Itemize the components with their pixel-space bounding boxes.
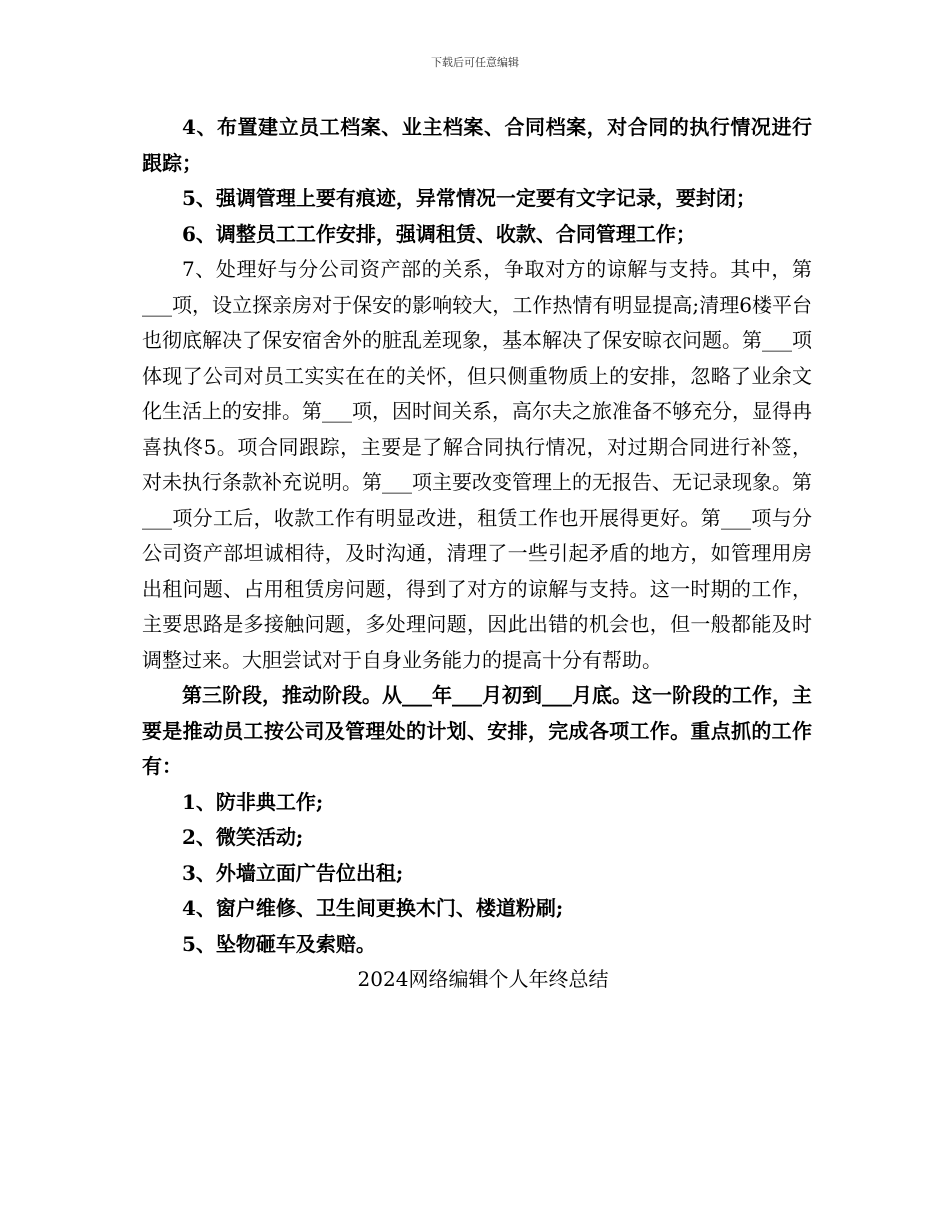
paragraph-item-7-relations: 7、处理好与分公司资产部的关系，争取对方的谅解与支持。其中，第___项，设立探亲房对于保安的影响较大，工作热情有明显提高;清理6楼平台也彻底解决了保安宿舍外的脏乱差现象，基本解决了保安晾衣问题。第___项体现了公司对员工实实在在的关怀，但只侧重物质上的安排，忽略了业余文化生活上的安排。第___项，因时间关系，高尔夫之旅准备不够充分，显得冉喜执佟5。项合同跟踪，主要是了解合同执行情况，对过期合同进行补签，对未执行条款补充说明。第___项主要改变管理上的无报告、无记录现象。第___项分工后，收款工作有明显改进，租赁工作也开展得更好。第___项与分公司资产部坦诚相待，及时沟通，清理了一些引起矛盾的地方，如管理用房出租问题、占用租赁房问题，得到了对方的谅解与支持。这一时期的工作，主要思路是多接触问题，多处理问题，因此出错的机会也，但一般都能及时调整过来。大胆尝试对于自身业务能力的提高十分有帮助。	[142, 257, 812, 672]
list-item-2: 2、微笑活动;	[182, 825, 304, 849]
paragraph-item-5-records: 5、强调管理上要有痕迹，异常情况一定要有文字记录，要封闭；	[182, 186, 756, 210]
document-body	[142, 110, 812, 998]
list-item-5: 5、坠物砸车及索赔。	[182, 931, 376, 956]
list-item-3: 3、外墙立面广告位出租;	[182, 860, 404, 885]
paragraph-stage-three: 第三阶段，推动阶段。从___年___月初到___月底。这一阶段的工作，主要是推动员工按公司及管理处的计划、安排，完成各项工作。重点抓的工作有：	[142, 683, 812, 778]
list-item-1: 1、防非典工作;	[182, 789, 324, 814]
paragraph-item-4-archives: 4、布置建立员工档案、业主档案、合同档案，对合同的执行情况进行跟踪；	[142, 115, 812, 175]
paragraph-item-6-staff: 6、调整员工工作安排，强调租赁、收款、合同管理工作；	[182, 221, 696, 246]
document-title: 2024网络编辑个人年终总结	[357, 967, 609, 991]
page-header-note: 下载后可任意编辑	[431, 56, 519, 69]
list-item-4: 4、窗户维修、卫生间更换木门、楼道粉刷;	[182, 896, 564, 920]
